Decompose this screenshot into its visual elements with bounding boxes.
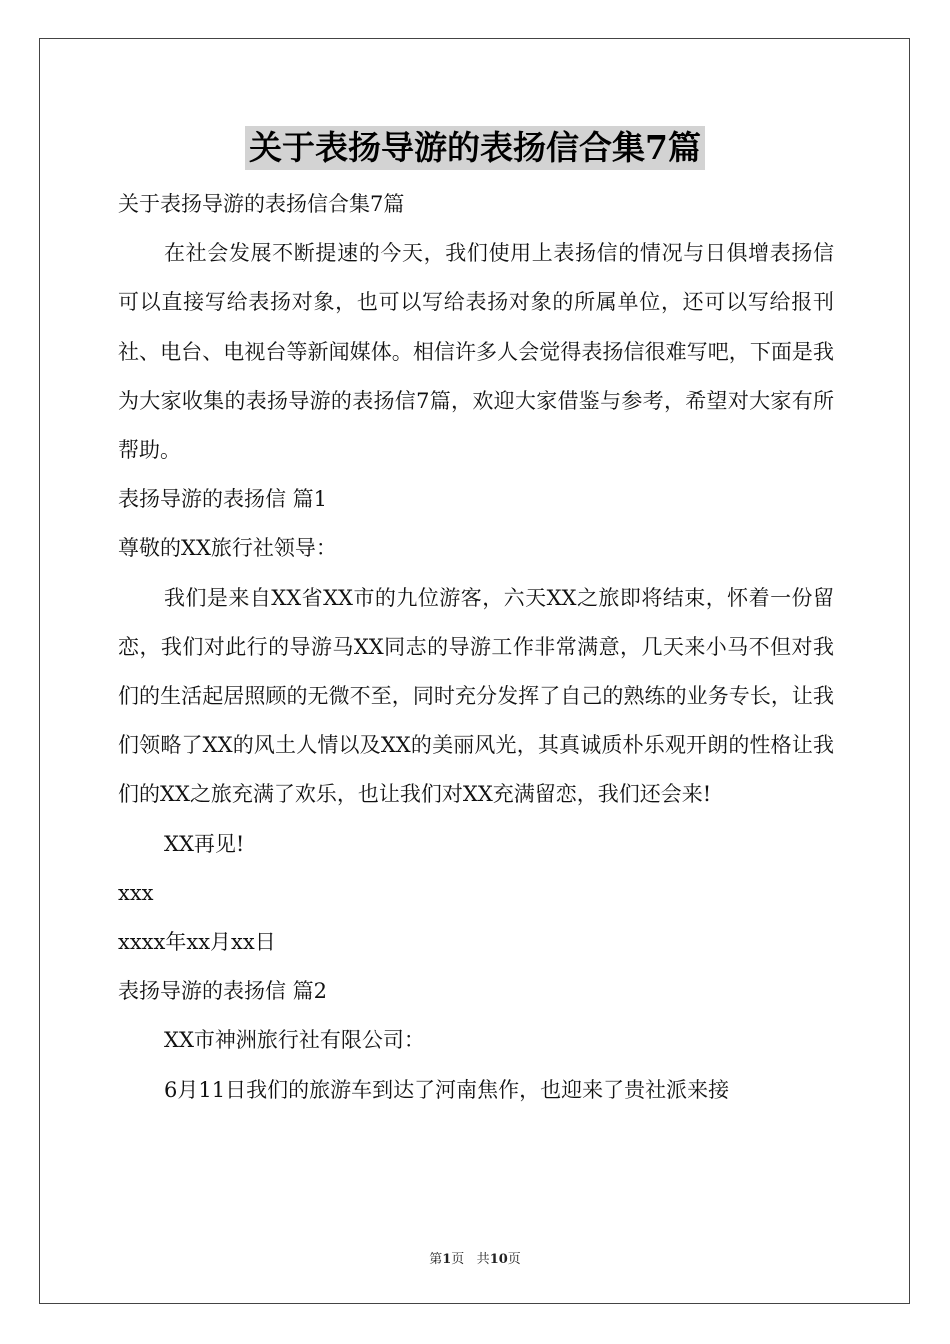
body-paragraph: XX市神洲旅行社有限公司： bbox=[164, 1028, 425, 1053]
body-paragraph: 6月11日我们的旅游车到达了河南焦作，也迎来了贵社派来接 bbox=[164, 1077, 730, 1102]
total-pages-number: 10 bbox=[489, 1252, 508, 1267]
body-paragraph: XX再见! bbox=[164, 831, 245, 856]
current-page-number: 1 bbox=[442, 1252, 452, 1267]
title-wrap bbox=[0, 126, 950, 170]
total-label-suffix: 页 bbox=[507, 1252, 521, 1267]
body-paragraph: xxx bbox=[118, 880, 154, 905]
body-paragraph: 关于表扬导游的表扬信合集7篇 bbox=[118, 192, 405, 216]
page-footer bbox=[0, 1248, 950, 1267]
body-paragraph: 我们是来自XX省XX市的九位游客，六天XX之旅即将结束，怀着一份留恋，我们对此行的导游马XX同志的导游工作非常满意，几天来小马不但对我们的生活起居照顾的无微不至，同时充分发挥了自己的熟练的业务专长，让我们领略了XX的风土人情以及XX的美丽风光，其真诚质朴乐观开朗的性格让我们的XX之旅充满了欢乐，也让我们对XX充满留恋，我们还会来! bbox=[118, 585, 834, 807]
body-paragraph: 表扬导游的表扬信 篇2 bbox=[118, 979, 328, 1004]
page-label-prefix: 第 bbox=[429, 1252, 443, 1267]
page-label-suffix: 页 bbox=[451, 1252, 465, 1267]
body-paragraph: 在社会发展不断提速的今天，我们使用上表扬信的情况与日俱增表扬信可以直接写给表扬对象，也可以写给表扬对象的所属单位，还可以写给报刊社、电台、电视台等新闻媒体。相信许多人会觉得表扬信很难写吧，下面是我为大家收集的表扬导游的表扬信7篇，欢迎大家借鉴与参考，希望对大家有所帮助。 bbox=[118, 241, 834, 463]
document-body bbox=[118, 180, 834, 1115]
document-title: 关于表扬导游的表扬信合集7篇 bbox=[245, 126, 705, 170]
body-paragraph: 表扬导游的表扬信 篇1 bbox=[118, 487, 328, 512]
body-paragraph: 尊敬的XX旅行社领导： bbox=[118, 536, 337, 561]
body-paragraph: xxxx年xx月xx日 bbox=[118, 930, 276, 955]
total-label-prefix: 共 bbox=[476, 1252, 490, 1267]
